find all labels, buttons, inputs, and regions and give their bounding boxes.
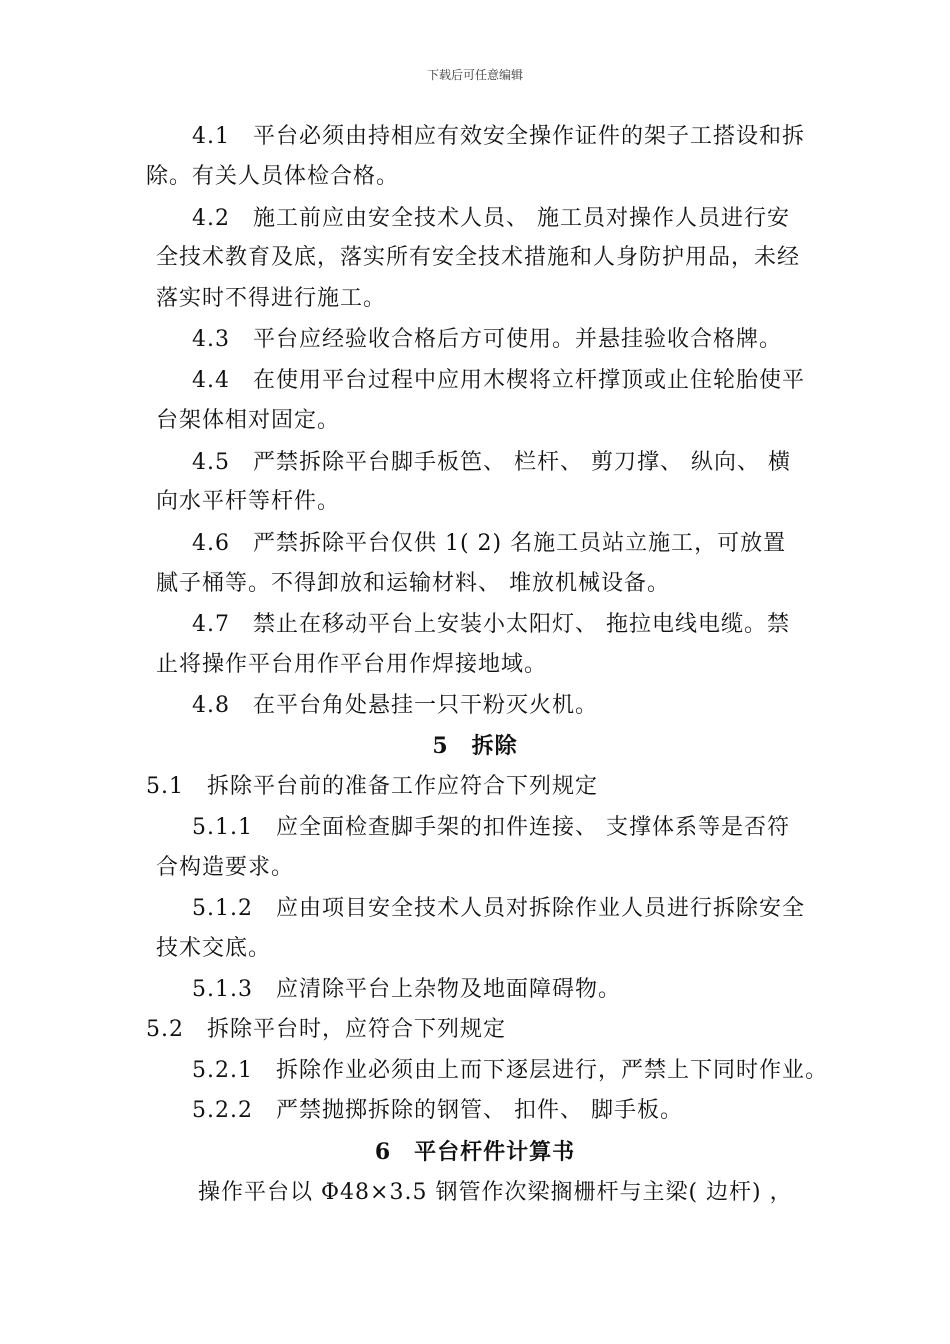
section-5-heading: 5 拆除 bbox=[432, 733, 518, 759]
clause-5-1-2-line-1: 5.1.2 应由项目安全技术人员对拆除作业人员进行拆除安全 bbox=[192, 896, 805, 921]
paragraph-4-6-line-2: 腻子桶等。不得卸放和运输材料、 堆放机械设备。 bbox=[156, 571, 670, 596]
clause-5-1-1-line-1: 5.1.1 应全面检查脚手架的扣件连接、 支撑体系等是否符 bbox=[192, 815, 790, 840]
clause-5-1: 5.1 拆除平台前的准备工作应符合下列规定 bbox=[146, 774, 598, 799]
paragraph-4-4-line-1: 4.4 在使用平台过程中应用木楔将立杆撑顶或止住轮胎使平 bbox=[192, 368, 805, 393]
paragraph-4-4-line-2: 台架体相对固定。 bbox=[156, 408, 341, 433]
clause-5-2-1: 5.2.1 拆除作业必须由上而下逐层进行，严禁上下同时作业。 bbox=[192, 1058, 828, 1083]
page-header: 下载后可任意编辑 bbox=[426, 68, 523, 82]
paragraph-4-8: 4.8 在平台角处悬挂一只干粉灭火机。 bbox=[192, 693, 598, 718]
clause-5-1-1-line-2: 合构造要求。 bbox=[156, 855, 295, 880]
clause-5-2: 5.2 拆除平台时，应符合下列规定 bbox=[146, 1017, 506, 1042]
paragraph-4-7-line-2: 止将操作平台用作平台用作焊接地域。 bbox=[156, 652, 548, 677]
paragraph-4-6-line-1: 4.6 严禁拆除平台仅供 1( 2) 名施工员站立施工，可放置 bbox=[192, 531, 787, 556]
section-6-paragraph-line-1: 操作平台以 Φ48×3.5 钢管作次梁搁栅杆与主梁( 边杆) ， bbox=[198, 1180, 793, 1205]
paragraph-4-5-line-2: 向水平杆等杆件。 bbox=[156, 489, 341, 514]
paragraph-4-2-line-1: 4.2 施工前应由安全技术人员、 施工员对操作人员进行安 bbox=[192, 206, 790, 231]
clause-5-1-3: 5.1.3 应清除平台上杂物及地面障碍物。 bbox=[192, 977, 621, 1002]
section-6-heading: 6 平台杆件计算书 bbox=[374, 1139, 576, 1165]
clause-5-2-2: 5.2.2 严禁抛掷拆除的钢管、 扣件、 脚手板。 bbox=[192, 1098, 683, 1123]
paragraph-4-2-line-2: 全技术教育及底，落实所有安全技术措施和人身防护用品，未经 bbox=[156, 245, 801, 270]
paragraph-4-5-line-1: 4.5 严禁拆除平台脚手板笆、 栏杆、 剪刀撑、 纵向、 横 bbox=[192, 450, 791, 475]
paragraph-4-3: 4.3 平台应经验收合格后方可使用。并悬挂验收合格牌。 bbox=[192, 327, 782, 352]
clause-5-1-2-line-2: 技术交底。 bbox=[156, 936, 272, 961]
paragraph-4-1-line-2: 除。有关人员体检合格。 bbox=[146, 164, 400, 189]
paragraph-4-1-line-1: 4.1 平台必须由持相应有效安全操作证件的架子工搭设和拆 bbox=[192, 124, 805, 149]
paragraph-4-7-line-1: 4.7 禁止在移动平台上安装小太阳灯、 拖拉电线电缆。禁 bbox=[192, 612, 790, 637]
paragraph-4-2-line-3: 落实时不得进行施工。 bbox=[156, 286, 387, 311]
